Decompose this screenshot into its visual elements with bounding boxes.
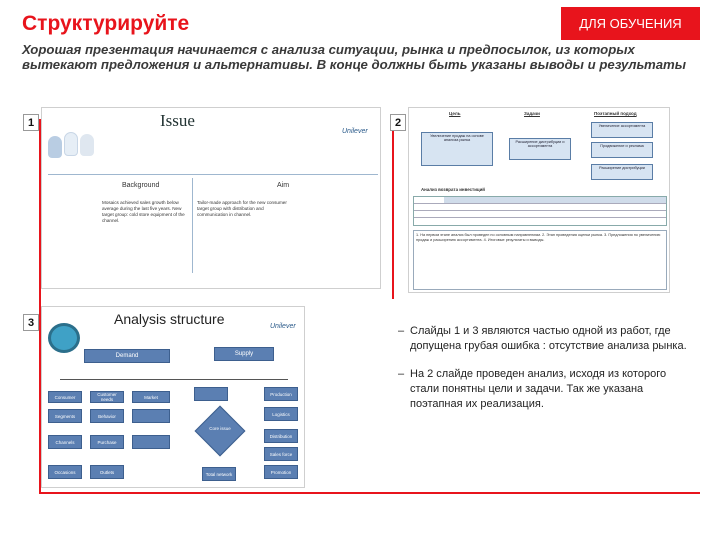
slide-1-aim-head: Aim xyxy=(277,182,290,189)
table-row xyxy=(414,217,666,218)
bullet-text: На 2 слайде проведен анализ, исходя из которого стали понятны цели и задачи. Так же указана поэтапная их реализация. xyxy=(410,368,667,410)
slide-3-title: Analysis structure xyxy=(114,311,225,327)
slide-3-number: 3 xyxy=(23,314,39,331)
slide-2-number: 2 xyxy=(390,114,406,131)
training-badge: ДЛЯ ОБУЧЕНИЯ xyxy=(561,7,700,40)
table-row xyxy=(414,210,666,211)
bullet-dash: – xyxy=(398,325,405,337)
bullet-list xyxy=(398,324,698,425)
slide-1-title: Issue xyxy=(160,111,195,130)
unilever-logo: Unilever xyxy=(270,323,296,330)
total-network-box: Total network xyxy=(202,467,236,481)
slide-2-head-2: Задачи xyxy=(524,111,540,116)
supply-box: Supply xyxy=(214,347,274,361)
slide-1-number: 1 xyxy=(23,114,39,131)
market-box: Market xyxy=(132,391,170,403)
slide-2-thumbnail xyxy=(408,107,670,293)
core-issue-label: Core issue xyxy=(209,426,231,431)
bulb-icon xyxy=(64,132,78,156)
right-box-3: Distribution xyxy=(264,429,298,443)
mid-box-2: Behavior xyxy=(90,409,124,423)
market-sub-box-2 xyxy=(132,435,170,449)
slide-2-head-1: Цель xyxy=(449,111,461,116)
unilever-logo: Unilever xyxy=(342,128,368,135)
core-issue-diamond xyxy=(195,406,246,457)
table-row xyxy=(414,203,666,204)
slide-2-step-box-3: Расширение дистрибуции xyxy=(591,164,653,180)
right-box-4: Sales force xyxy=(264,447,298,461)
slide-2-table xyxy=(413,196,667,226)
right-box-2: Logistics xyxy=(264,407,298,421)
right-box-5: Promotion xyxy=(264,465,298,479)
bulb-icon xyxy=(80,134,94,156)
list-item xyxy=(398,367,698,412)
slide-3-thumbnail xyxy=(41,306,305,488)
red-line-bottom xyxy=(39,492,700,494)
magnifier-icon xyxy=(48,323,80,353)
slide-1-aim-text: Tailor-made approach for the new consumer target group with distribution and communication in channel. xyxy=(197,200,287,217)
slide-2-notes: 1. На первом этапе анализ был проведен по основным направлениям. 2. Этап проведения оценки рынка. 3. Предложения по увеличению продаж и расширению ассортимента. 4. Итоговые результаты и выводы. xyxy=(413,230,667,290)
bulb-icon xyxy=(48,136,62,158)
list-item xyxy=(398,324,698,354)
demand-box: Demand xyxy=(84,349,170,363)
left-box-2: Segments xyxy=(48,409,82,423)
slide-1-col-divider xyxy=(192,178,193,273)
flow-line xyxy=(60,379,288,380)
slide-2-task-box: Расширение дистрибуции и ассортимента xyxy=(509,138,571,160)
slide-1-background-text: Mosaics achieved sales growth below average during the last five years. New target group: cold store equipment of the channel. xyxy=(102,200,185,223)
slide-1-background-head: Background xyxy=(122,182,160,189)
mid-box-3: Purchase xyxy=(90,435,124,449)
slide-2-goal-box: Увеличение продаж на основе анализа рынка xyxy=(421,132,493,166)
mid-box-4: Outlets xyxy=(90,465,124,479)
slide-1-thumbnail xyxy=(41,107,381,289)
mid-box-1: Customer needs xyxy=(90,391,124,403)
slide-1-rule xyxy=(48,174,378,175)
red-line-mid xyxy=(392,119,394,299)
slide-2-step-box-2: Продвижение и реклама xyxy=(591,142,653,158)
bullet-text: Слайды 1 и 3 являются частью одной из работ, где допущена грубая ошибка : отсутствие анализа рынка. xyxy=(410,325,687,352)
left-box-4: Occasions xyxy=(48,465,82,479)
page-subtitle: Хорошая презентация начинается с анализа ситуации, рынка и предпосылок, из которых вытекают предложения и альтернативы. В конце должны быть указаны выводы и результаты xyxy=(22,42,687,72)
bulb-images xyxy=(48,132,96,174)
market-sub-box-1 xyxy=(132,409,170,423)
slide-2-head-3: Поэтапный подход xyxy=(594,111,637,116)
right-box-1: Production xyxy=(264,387,298,401)
bullet-dash: – xyxy=(398,368,405,380)
left-box-3: Channels xyxy=(48,435,82,449)
slide-2-section-label: Анализ возврата инвестиций xyxy=(421,187,486,192)
slide-2-step-box-1: Увеличение ассортимента xyxy=(591,122,653,138)
page-title: Структурируйте xyxy=(22,12,190,35)
left-box-1: Consumer xyxy=(48,391,82,403)
supply-sub-box xyxy=(194,387,228,401)
